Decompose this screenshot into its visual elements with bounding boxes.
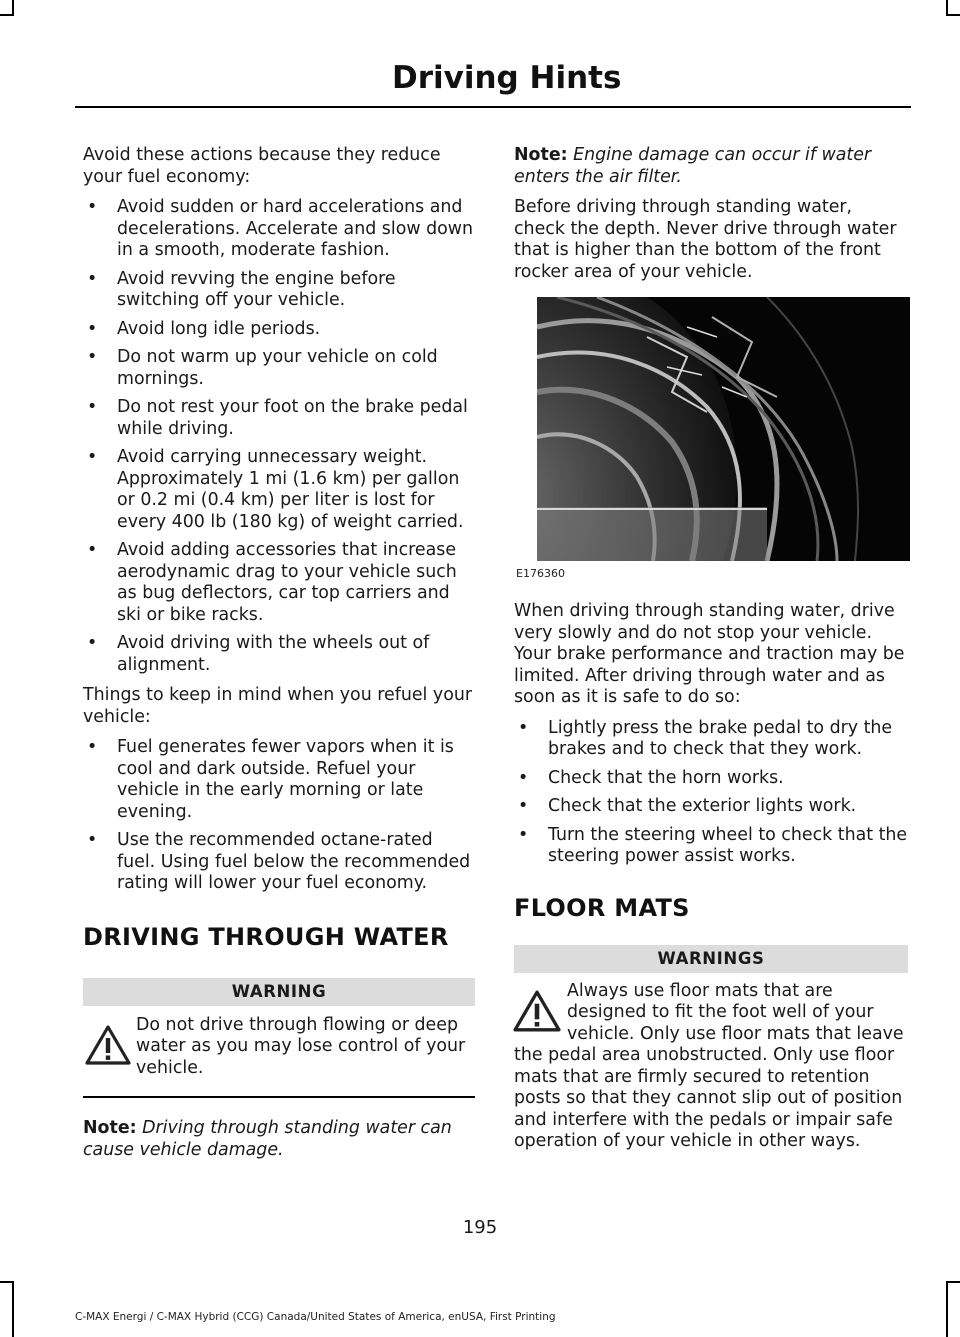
crop-mark xyxy=(946,14,960,16)
note-water-damage xyxy=(83,1118,475,1161)
list-item xyxy=(514,825,908,868)
list-item-text: Avoid driving with the wheels out of alignment. xyxy=(117,633,430,675)
figure-tire-water xyxy=(514,297,908,581)
note-air-filter xyxy=(514,145,908,188)
list-item-text: Avoid sudden or hard accelerations and decelerations. Accelerate and slow down in a smooth, moderate fashion. xyxy=(117,197,474,260)
bullet: • xyxy=(87,830,98,850)
list-item xyxy=(83,197,475,262)
list-item-text: Fuel generates fewer vapors when it is cool and dark outside. Refuel your vehicle in the early morning or late evening. xyxy=(117,737,454,822)
list-item xyxy=(83,397,475,440)
note-label: Note: xyxy=(83,1118,137,1138)
list-item xyxy=(514,718,908,761)
bullet: • xyxy=(87,268,98,289)
list-item xyxy=(83,633,475,676)
tire-photo xyxy=(537,297,910,561)
tire-illustration xyxy=(537,297,910,561)
list-item-text: Avoid revving the engine before switching off your vehicle. xyxy=(117,268,396,310)
list-item-text: Turn the steering wheel to check that the steering power assist works. xyxy=(548,824,908,866)
refuel-list xyxy=(83,737,475,895)
list-item-text: Avoid carrying unnecessary weight. Approximately 1 mi (1.6 km) per gallon or 0.2 mi (0.4 km) per liter is lost for every 400 lb (180 kg) of weight carried. xyxy=(117,447,464,532)
list-item-text: Check that the exterior lights work. xyxy=(548,796,857,816)
crop-mark xyxy=(0,14,14,16)
list-item-text: Do not warm up your vehicle on cold mornings. xyxy=(117,347,438,389)
crop-mark xyxy=(0,1281,14,1283)
bullet: • xyxy=(87,318,98,339)
note-text: Driving through standing water can cause vehicle damage. xyxy=(83,1118,452,1160)
list-item xyxy=(514,796,908,818)
page-title: Driving Hints xyxy=(392,60,622,96)
mats-warning-wrap xyxy=(514,981,908,1153)
bullet: • xyxy=(87,540,98,560)
page-number: 195 xyxy=(462,1217,498,1238)
mats-warning-text: Always use floor mats that are designed to fit the foot well of your vehicle. Only use floor mats that leave the pedal area unobstructed. Only use floor mats that are firmly secured to retention posts so that they cannot slip out of position and interfere with the pedals or impair safe operation of your vehicle in other ways. xyxy=(514,980,904,1151)
bullet: • xyxy=(87,397,98,417)
list-item xyxy=(83,830,475,895)
bullet: • xyxy=(87,633,98,653)
warning-triangle-icon xyxy=(513,987,561,1035)
bullet: • xyxy=(87,737,98,757)
list-item-text: Lightly press the brake pedal to dry the brakes and to check that they work. xyxy=(548,717,893,759)
bullet: • xyxy=(87,347,98,367)
note-text: Engine damage can occur if water enters the air filter. xyxy=(514,145,872,187)
after-list xyxy=(514,718,908,868)
list-item-text: Use the recommended octane-rated fuel. Using fuel below the recommended rating will lower your fuel economy. xyxy=(117,830,471,893)
section-heading-water: DRIVING THROUGH WATER xyxy=(83,922,449,951)
warning-box xyxy=(83,1006,475,1099)
list-item-text: Avoid long idle periods. xyxy=(117,318,321,339)
list-item xyxy=(83,737,475,823)
list-item xyxy=(83,540,475,626)
list-item xyxy=(83,319,475,341)
note-label: Note: xyxy=(514,145,568,165)
page-footer: C-MAX Energi / C-MAX Hybrid (CCG) Canada/United States of America, enUSA, First Printing xyxy=(75,1311,556,1323)
crop-mark xyxy=(946,1281,948,1337)
list-item-text: Check that the horn works. xyxy=(548,767,784,788)
list-item xyxy=(83,269,475,312)
bullet: • xyxy=(87,197,98,217)
after-water-paragraph: When driving through standing water, drive very slowly and do not stop your vehicle. Your brake performance and traction may be limited. After driving through water and as soon as it is safe to do so: xyxy=(514,601,905,707)
crop-mark xyxy=(12,1281,14,1337)
warnings-box xyxy=(514,973,908,1167)
bullet: • xyxy=(87,447,98,467)
warning-bar: WARNING xyxy=(83,978,475,1006)
bullet: • xyxy=(518,717,529,738)
avoid-list xyxy=(83,197,475,676)
right-column xyxy=(514,145,908,1167)
warnings-bar: WARNINGS xyxy=(514,945,908,973)
refuel-intro: Things to keep in mind when you refuel your vehicle: xyxy=(83,685,473,727)
list-item xyxy=(514,768,908,790)
crop-mark xyxy=(946,1281,960,1283)
warning-triangle-icon xyxy=(85,1024,131,1066)
depth-paragraph: Before driving through standing water, check the depth. Never drive through water that is higher than the bottom of the front rocker area of your vehicle. xyxy=(514,197,897,282)
bullet: • xyxy=(518,796,529,816)
bullet: • xyxy=(518,767,529,788)
list-item-text: Do not rest your foot on the brake pedal while driving. xyxy=(117,397,468,439)
list-item xyxy=(83,347,475,390)
header-rule xyxy=(75,106,911,108)
bullet: • xyxy=(518,824,529,845)
intro-paragraph: Avoid these actions because they reduce your fuel economy: xyxy=(83,145,441,187)
section-heading-mats: FLOOR MATS xyxy=(514,893,690,922)
list-item xyxy=(83,447,475,533)
left-column xyxy=(83,145,475,1170)
list-item-text: Avoid adding accessories that increase aerodynamic drag to your vehicle such as bug deflectors, car top carriers and ski or bike racks. xyxy=(117,540,457,625)
warning-text: Do not drive through flowing or deep water as you may lose control of your vehicle. xyxy=(136,1014,466,1078)
figure-code: E176360 xyxy=(516,567,565,580)
